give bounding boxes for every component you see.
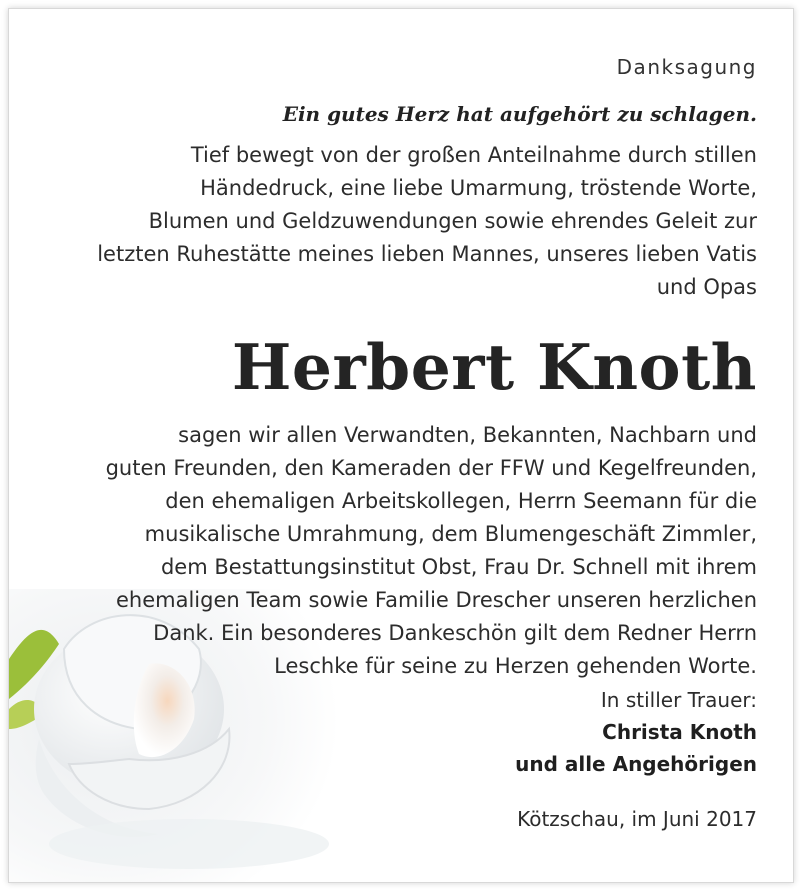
signer-name: Christa Knoth: [602, 720, 757, 744]
deceased-name: Herbert Knoth: [231, 330, 757, 404]
place-date: Kötzschau, im Juni 2017: [517, 807, 757, 831]
intro-line: Blumen und Geldzuwendungen sowie ehrendes Geleit zur: [148, 209, 757, 233]
obituary-card: [8, 8, 794, 883]
thanks-line: den ehemaligen Arbeitskollegen, Herrn Seemann für die: [165, 489, 757, 513]
thanks-text: [39, 419, 757, 683]
intro-line: und Opas: [656, 275, 757, 299]
motto: Ein gutes Herz hat aufgehört zu schlagen.: [282, 102, 757, 126]
thanks-line: guten Freunden, den Kameraden der FFW und Kegelfreunden,: [105, 456, 757, 480]
thanks-line: dem Bestattungsinstitut Obst, Frau Dr. Schnell mit ihrem: [160, 555, 757, 579]
intro-line: Händedruck, eine liebe Umarmung, tröstende Worte,: [200, 176, 757, 200]
notice-label: Danksagung: [616, 55, 757, 79]
thanks-line: sagen wir allen Verwandten, Bekannten, Nachbarn und: [178, 423, 757, 447]
thanks-line: Leschke für seine zu Herzen gehenden Worte.: [274, 654, 757, 678]
thanks-line: Dank. Ein besonderes Dankeschön gilt dem Redner Herrn: [153, 621, 757, 645]
intro-line: letzten Ruhestätte meines lieben Mannes, unseres lieben Vatis: [97, 242, 757, 266]
mourning-label: In stiller Trauer:: [600, 688, 757, 712]
signer-relatives: und alle Angehörigen: [515, 752, 757, 776]
intro-text: [39, 139, 757, 304]
thanks-line: ehemaligen Team sowie Familie Drescher unseren herzlichen: [115, 588, 757, 612]
signature-block: [515, 684, 757, 780]
thanks-line: musikalische Umrahmung, dem Blumengeschäft Zimmler,: [144, 522, 757, 546]
intro-line: Tief bewegt von der großen Anteilnahme durch stillen: [190, 143, 757, 167]
